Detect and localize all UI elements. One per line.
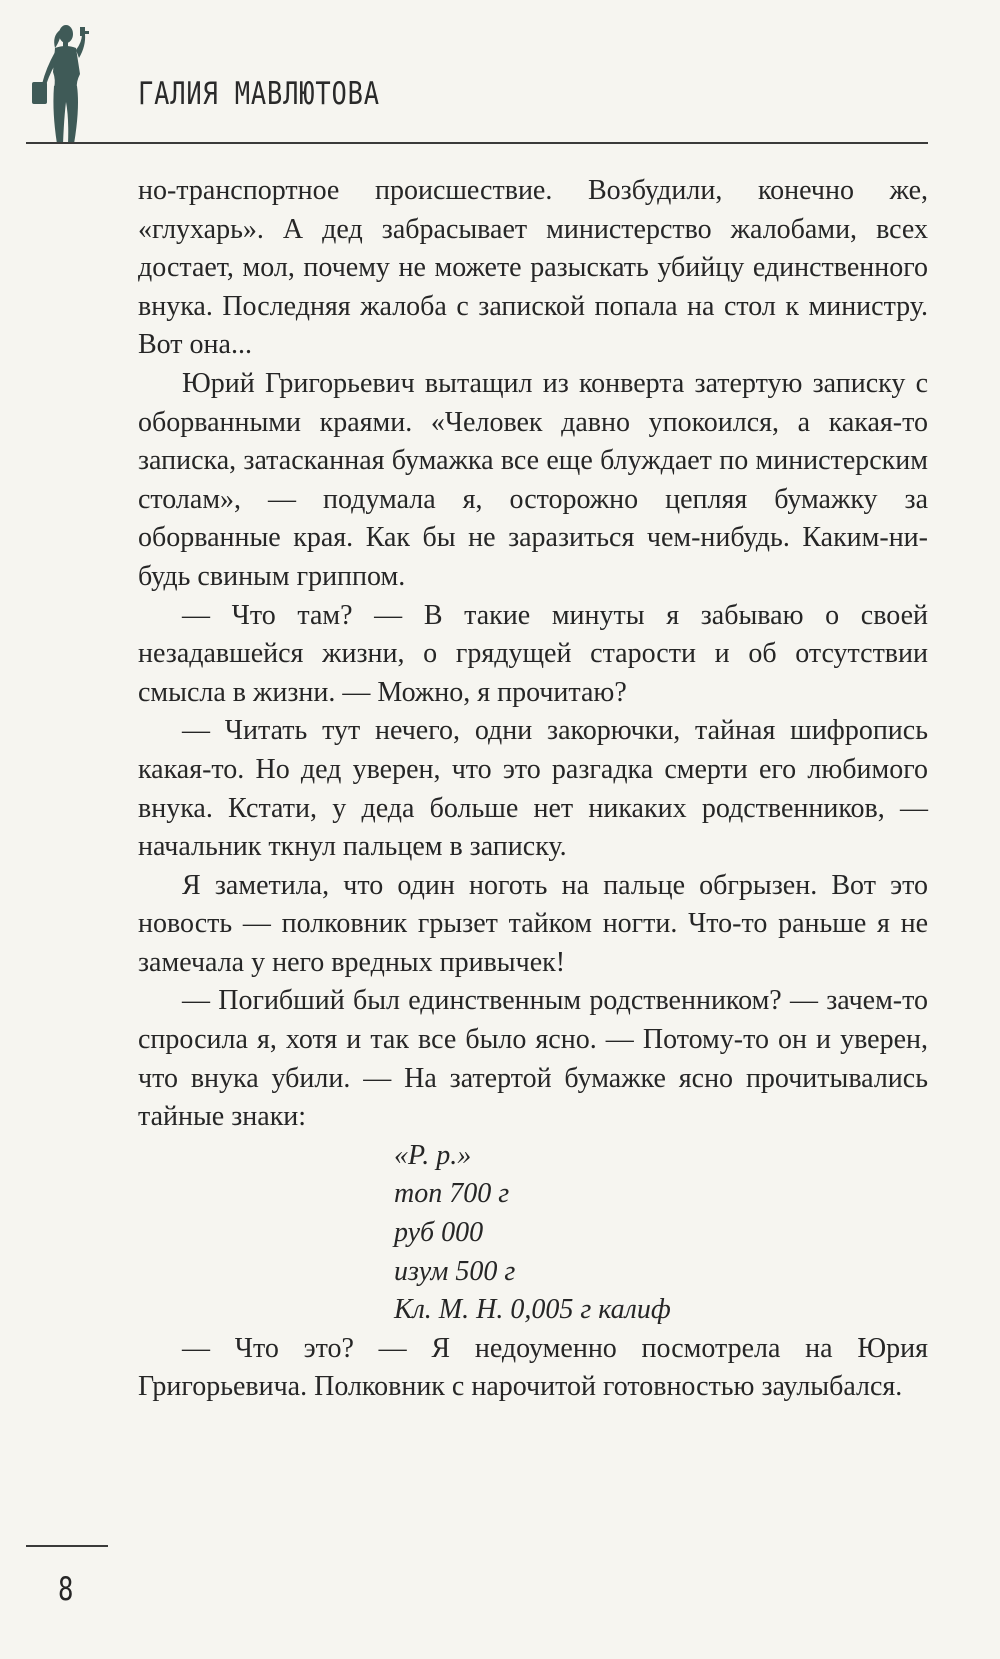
- secret-note: [394, 1137, 928, 1330]
- note-line: руб 000: [394, 1217, 484, 1249]
- paragraph: — Читать тут нечего, одни закорючки, тайная шифропись какая-то. Но дед уверен, что это разгадка смерти его любимого внука. Кстати, у деда больше нет никаких родственников, — начальник ткнул пальцем в записку.: [138, 715, 928, 863]
- note-line: «Р. р.»: [394, 1139, 472, 1171]
- main-text: [138, 172, 928, 1407]
- author-name: ГАЛИЯ МАВЛЮТОВА: [138, 76, 380, 112]
- footer-divider: [26, 1545, 108, 1547]
- note-line: Кл. М. Н. 0,005 г калиф: [394, 1294, 671, 1326]
- paragraph: — Что там? — В такие минуты я забываю о своей незадавшейся жизни, о грядущей старости и об отсутствии смысла в жизни. — Можно, я прочитаю?: [138, 599, 928, 708]
- header-divider: [26, 142, 928, 144]
- paragraph: Я заметила, что один ноготь на пальце обгрызен. Вот это новость — полковник грызет тайком ногти. Что-то раньше я не замечала у него вредных привычек!: [138, 869, 928, 978]
- paragraph: — Что это? — Я недоуменно посмотрела на Юрия Григорьевича. Полковник с нарочитой готовностью заулыбался.: [138, 1332, 928, 1403]
- page-number: 8: [58, 1570, 74, 1608]
- note-line: топ 700 г: [394, 1178, 510, 1210]
- note-line: изум 500 г: [394, 1255, 516, 1287]
- paragraph: но-транспортное происшествие. Возбудили, конечно же, «глухарь». А дед забрасывает министерство жалобами, всех достает, мол, почему не можете разыскать убийцу единственного внука. Последняя жалоба с запиской попала на стол к министру. Вот она...: [138, 175, 928, 361]
- paragraph: — Погибший был единственным родственником? — зачем-то спросила я, хотя и так все было ясно. — Потому-то он и уверен, что внука убили. — На затертой бумажке ясно прочитывались тайные знаки:: [138, 985, 928, 1133]
- paragraph: Юрий Григорьевич вытащил из конверта затертую записку с оборванными краями. «Человек давно упокоился, а какая-то записка, затасканная бумажка все еще блуждает по министерским столам», — подумала я, осторожно цепляя бумажку за оборванные края. Как бы не заразиться чем-нибудь. Каким-нибудь свиным гриппом.: [138, 367, 928, 592]
- woman-silhouette-icon: [22, 22, 104, 146]
